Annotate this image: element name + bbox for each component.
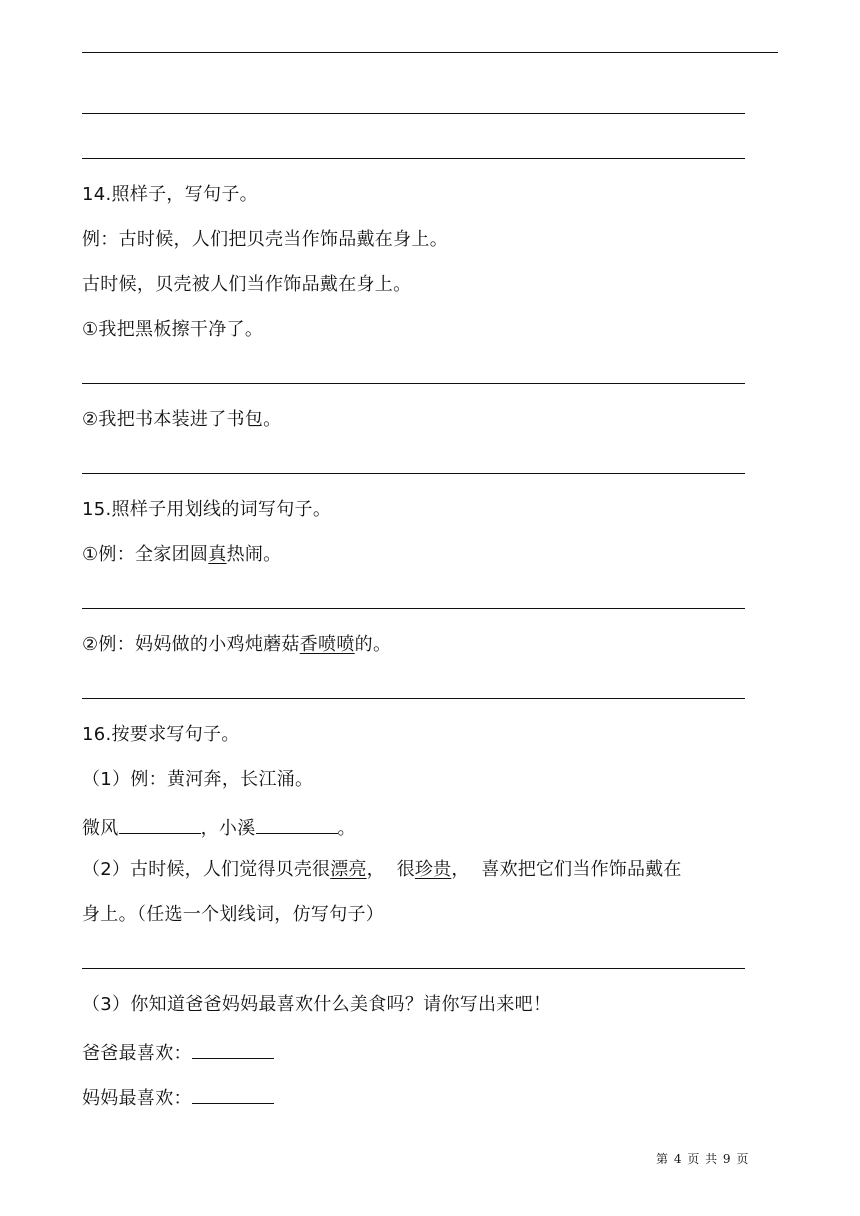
answer-line (82, 52, 778, 53)
question-16-sub2-line2: 身上。（任选一个划线词，仿写句子） (82, 904, 385, 925)
answer-line (82, 158, 745, 159)
question-16-sub3-mom (82, 1083, 274, 1111)
answer-line (82, 113, 745, 114)
fill-end: 。 (337, 818, 356, 839)
mom-label: 妈妈最喜欢： (82, 1088, 192, 1109)
question-16-sub2-line1 (82, 858, 682, 882)
question-15-item-2-suffix: 的。 (354, 634, 392, 655)
sub2-text: （2）古时候，人们觉得贝壳很 (82, 859, 331, 880)
question-16-sub1-fill (82, 813, 356, 841)
underlined-word: 香喷喷 (299, 634, 355, 655)
fill-blank[interactable] (119, 813, 201, 834)
underlined-word: 漂亮 (330, 859, 367, 880)
question-14-example-2: 古时候，贝壳被人们当作饰品戴在身上。 (82, 274, 412, 295)
page-number: 第 4 页 共 9 页 (656, 1152, 750, 1166)
answer-line (82, 383, 745, 384)
question-15-item-1-suffix: 热闹。 (226, 544, 282, 565)
question-14-item-2: ②我把书本装进了书包。 (82, 409, 282, 430)
question-14-item-1: ①我把黑板擦干净了。 (82, 319, 264, 340)
fill-separator: ，小溪 (200, 818, 256, 839)
underlined-word: 珍贵 (414, 859, 452, 880)
dad-label: 爸爸最喜欢： (82, 1043, 192, 1064)
answer-line (82, 698, 745, 699)
fill-prefix: 微风 (82, 818, 119, 839)
question-14-title: 14.照样子，写句子。 (82, 184, 258, 205)
question-15-item-1-text: ①例：全家团圆 (82, 544, 209, 565)
question-15-item-1 (82, 543, 281, 567)
question-14-example-1: 例：古时候，人们把贝壳当作饰品戴在身上。 (82, 229, 448, 250)
answer-line (82, 608, 745, 609)
question-16-sub3-question: （3）你知道爸爸妈妈最喜欢什么美食吗？请你写出来吧！ (82, 994, 552, 1015)
question-15-title: 15.照样子用划线的词写句子。 (82, 499, 332, 520)
question-16-sub1-example: （1）例：黄河奔，长江涌。 (82, 769, 314, 790)
underlined-word: 真 (208, 544, 227, 565)
fill-blank[interactable] (192, 1038, 274, 1059)
question-16-title: 16.按要求写句子。 (82, 724, 240, 745)
answer-line (82, 968, 745, 969)
sub2-text: ， 很 (366, 859, 415, 880)
fill-blank[interactable] (192, 1083, 274, 1104)
fill-blank[interactable] (256, 813, 338, 834)
question-15-item-2-text: ②例：妈妈做的小鸡炖蘑菇 (82, 634, 300, 655)
question-16-sub3-dad (82, 1038, 274, 1066)
answer-line (82, 473, 745, 474)
question-15-item-2 (82, 633, 391, 657)
sub2-text: ， 喜欢把它们当作饰品戴在 (451, 859, 682, 880)
